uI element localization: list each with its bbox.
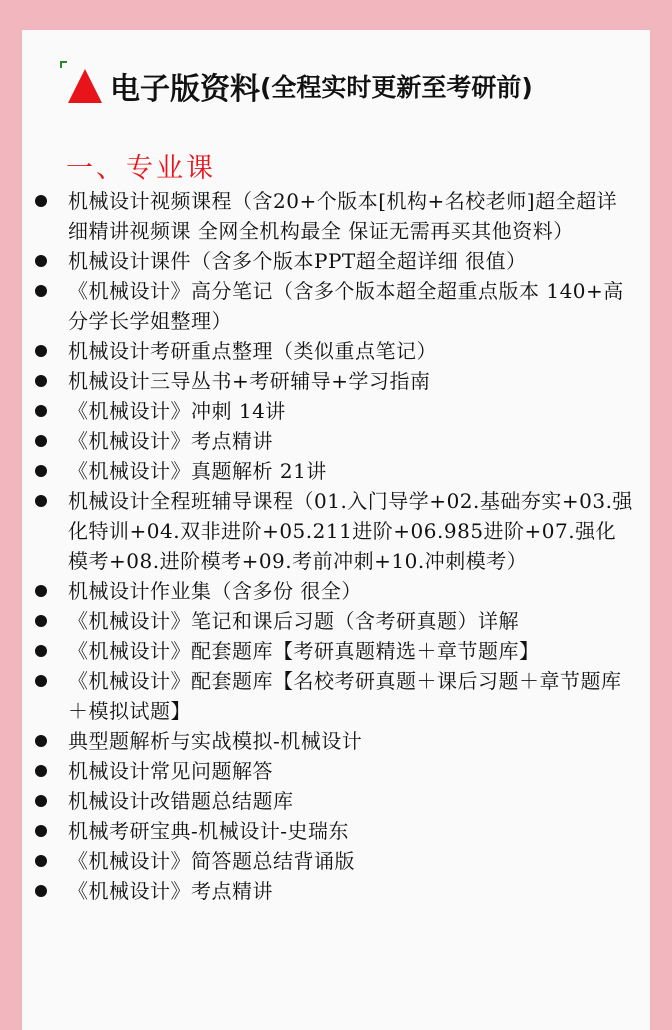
list-item — [34, 426, 634, 456]
list-item-text: 机械设计三导丛书+考研辅导+学习指南 — [68, 369, 431, 393]
list-item — [34, 336, 634, 366]
list-item — [34, 816, 634, 846]
list-item — [34, 396, 634, 426]
list-item-text: 《机械设计》真题解析 21讲 — [68, 459, 327, 483]
list-item — [34, 276, 634, 336]
bullet-icon — [35, 375, 47, 387]
list-item — [34, 186, 634, 246]
page-title — [68, 64, 533, 108]
red-triangle-icon — [68, 69, 102, 103]
bullet-icon — [35, 495, 47, 507]
corner-mark — [60, 61, 67, 68]
list-item — [34, 576, 634, 606]
list-item-text: 《机械设计》高分笔记（含多个版本超全超重点版本 140+高分学长学姐整理） — [68, 279, 624, 333]
list-item-text: 《机械设计》简答题总结背诵版 — [68, 849, 355, 873]
bullet-icon — [35, 585, 47, 597]
document-page — [22, 30, 650, 1030]
bullet-icon — [35, 285, 47, 297]
bullet-icon — [35, 465, 47, 477]
list-item — [34, 846, 634, 876]
bullet-icon — [35, 795, 47, 807]
list-item-text: 机械设计改错题总结题库 — [68, 789, 294, 813]
list-item-text: 《机械设计》考点精讲 — [68, 879, 273, 903]
bullet-icon — [35, 615, 47, 627]
list-item — [34, 726, 634, 756]
list-item-text: 《机械设计》考点精讲 — [68, 429, 273, 453]
list-item — [34, 486, 634, 576]
bullet-icon — [35, 195, 47, 207]
list-item-text: 机械设计考研重点整理（类似重点笔记） — [68, 339, 437, 363]
list-item — [34, 366, 634, 396]
list-item — [34, 756, 634, 786]
list-item-text: 《机械设计》配套题库【考研真题精选＋章节题库】 — [68, 639, 540, 663]
list-item-text: 《机械设计》冲刺 14讲 — [68, 399, 286, 423]
list-item-text: 机械设计课件（含多个版本PPT超全超详细 很值） — [68, 249, 527, 273]
bullet-icon — [35, 735, 47, 747]
list-item — [34, 606, 634, 636]
bullet-icon — [35, 825, 47, 837]
list-item-text: 机械考研宝典-机械设计-史瑞东 — [68, 819, 350, 843]
list-item-text: 机械设计作业集（含多份 很全） — [68, 579, 362, 603]
list-item-text: 机械设计全程班辅导课程（01.入门导学+02.基础夯实+03.强化特训+04.双非进阶+05.211进阶+06.985进阶+07.强化模考+08.进阶模考+09.考前冲刺+10.冲刺模考） — [68, 489, 633, 573]
bullet-icon — [35, 675, 47, 687]
title-main: 电子版资料 — [110, 72, 260, 107]
bullet-icon — [35, 765, 47, 777]
list-item — [34, 636, 634, 666]
title-subtitle: (全程实时更新至考研前) — [260, 73, 533, 102]
list-item-text: 《机械设计》笔记和课后习题（含考研真题）详解 — [68, 609, 519, 633]
bullet-icon — [35, 435, 47, 447]
bullet-icon — [35, 345, 47, 357]
bullet-icon — [35, 645, 47, 657]
list-item-text: 典型题解析与实战模拟-机械设计 — [68, 729, 363, 753]
list-item — [34, 876, 634, 906]
list-item — [34, 786, 634, 816]
section-heading: 一、专业课 — [66, 153, 216, 184]
list-item — [34, 666, 634, 726]
bullet-icon — [35, 255, 47, 267]
bullet-icon — [35, 885, 47, 897]
list-item-text: 《机械设计》配套题库【名校考研真题＋课后习题＋章节题库＋模拟试题】 — [68, 669, 622, 723]
list-item-text: 机械设计视频课程（含20+个版本[机构+名校老师]超全超详细精讲视频课 全网全机构最全 保证无需再买其他资料） — [68, 189, 618, 243]
resource-list — [34, 186, 634, 906]
list-item-text: 机械设计常见问题解答 — [68, 759, 273, 783]
bullet-icon — [35, 855, 47, 867]
list-item — [34, 456, 634, 486]
bullet-icon — [35, 405, 47, 417]
list-item — [34, 246, 634, 276]
